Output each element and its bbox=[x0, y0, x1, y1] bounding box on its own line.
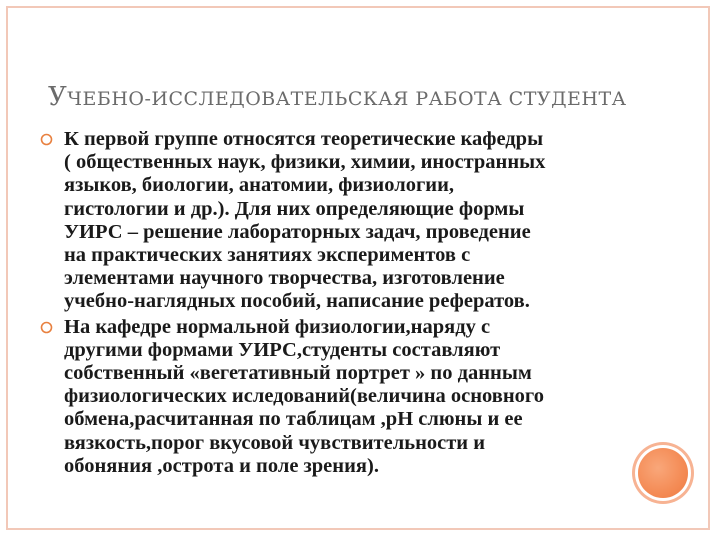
bullet-line: другими формами УИРС,студенты составляют bbox=[64, 338, 501, 361]
bullet-circle-icon bbox=[40, 133, 53, 146]
title-first-letter: У bbox=[48, 82, 68, 112]
bullet-line: УИРС – решение лабораторных задач, проведение bbox=[64, 220, 531, 243]
bullet-line: На кафедре нормальной физиологии,наряду с bbox=[64, 315, 491, 338]
bullet-line: гистологии и др.). Для них определяющие формы bbox=[64, 197, 525, 220]
bullet-list bbox=[40, 128, 640, 478]
bullet-line: К первой группе относятся теоретические кафедры bbox=[64, 128, 544, 150]
bullet-line: обмена,расчитанная по таблицам ,рН слюны и ее bbox=[64, 408, 523, 431]
bullet-line: на практических занятиях экспериментов с bbox=[64, 244, 471, 267]
bullet-line: элементами научного творчества, изготовление bbox=[64, 267, 505, 290]
orange-orb-icon bbox=[638, 448, 688, 498]
bullet-line: обоняния ,острота и поле зрения). bbox=[64, 454, 379, 477]
bullet-item bbox=[40, 128, 640, 314]
bullet-line: собственный «вегетативный портрет » по данным bbox=[64, 362, 532, 385]
bullet-line: физиологических иследований(величина основного bbox=[64, 385, 544, 408]
bullet-line: вязкость,порог вкусовой чувствительности и bbox=[64, 431, 486, 454]
slide-title bbox=[48, 82, 627, 112]
bullet-circle-icon bbox=[40, 321, 53, 334]
bullet-line: языков, биологии, анатомии, физиологии, bbox=[64, 174, 455, 197]
bullet-item bbox=[40, 316, 640, 478]
title-rest: ЧЕБНО-ИССЛЕДОВАТЕЛЬСКАЯ РАБОТА СТУДЕНТА bbox=[67, 88, 627, 110]
bullet-line: ( общественных наук, физики, химии, иностранных bbox=[64, 151, 546, 174]
bullet-line: учебно-наглядных пособий, написание рефератов. bbox=[64, 290, 530, 313]
